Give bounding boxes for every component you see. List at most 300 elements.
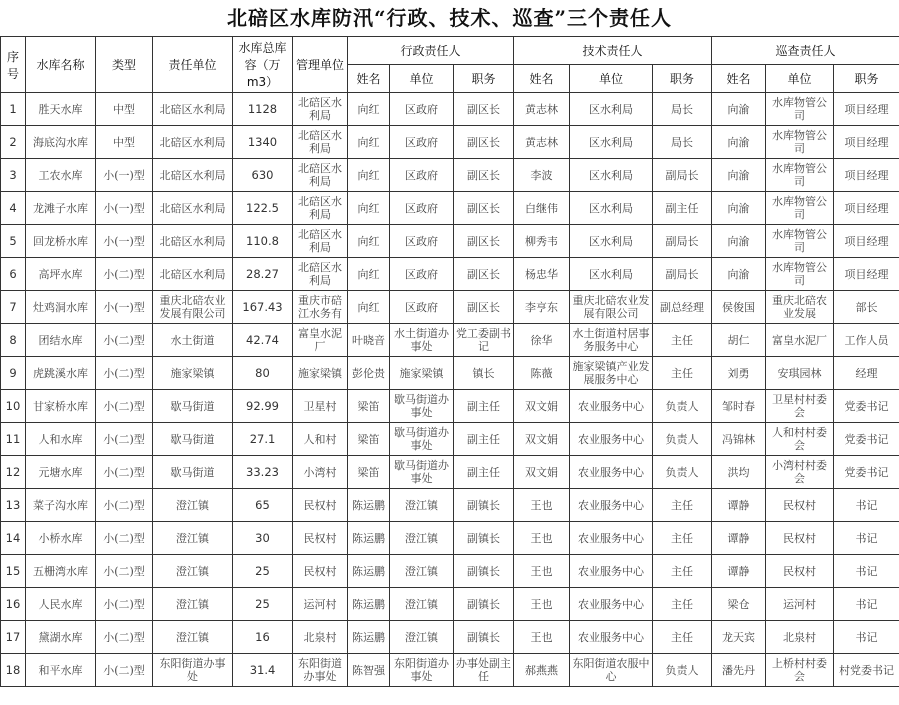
cell-admin-name: 陈运鹏	[348, 489, 390, 522]
cell-capacity: 122.5	[233, 192, 293, 225]
cell-capacity: 25	[233, 588, 293, 621]
cell-patrol-name: 谭静	[712, 522, 766, 555]
cell-patrol-unit: 水库物管公司	[766, 93, 834, 126]
cell-tech-position: 局长	[653, 93, 712, 126]
header-capacity: 水库总库容（万m3）	[233, 37, 293, 93]
cell-tech-name: 双文娟	[514, 390, 570, 423]
table-row	[1, 357, 899, 390]
cell-patrol-position: 党委书记	[834, 456, 899, 489]
cell-capacity: 27.1	[233, 423, 293, 456]
cell-responsible-unit: 北碚区水利局	[153, 225, 233, 258]
cell-seq: 13	[1, 489, 26, 522]
cell-tech-position: 主任	[653, 555, 712, 588]
header-management-unit: 管理单位	[293, 37, 348, 93]
header-tech-unit: 单位	[570, 65, 653, 93]
cell-tech-name: 李亨东	[514, 291, 570, 324]
cell-tech-unit: 农业服务中心	[570, 456, 653, 489]
cell-patrol-unit: 重庆北碚农业发展	[766, 291, 834, 324]
cell-admin-name: 向红	[348, 192, 390, 225]
cell-seq: 14	[1, 522, 26, 555]
cell-patrol-position: 项目经理	[834, 159, 899, 192]
cell-patrol-unit: 安琪园林	[766, 357, 834, 390]
cell-type: 中型	[96, 126, 153, 159]
cell-tech-unit: 东阳街道农服中心	[570, 654, 653, 687]
cell-reservoir-name: 龙滩子水库	[26, 192, 96, 225]
cell-type: 小(二)型	[96, 555, 153, 588]
cell-patrol-unit: 水库物管公司	[766, 258, 834, 291]
table-row	[1, 93, 899, 126]
cell-tech-unit: 农业服务中心	[570, 555, 653, 588]
cell-admin-name: 向红	[348, 93, 390, 126]
cell-management-unit: 北碚区水利局	[293, 126, 348, 159]
cell-type: 小(二)型	[96, 654, 153, 687]
cell-reservoir-name: 黛湖水库	[26, 621, 96, 654]
cell-admin-position: 副镇长	[454, 555, 514, 588]
cell-reservoir-name: 灶鸡洞水库	[26, 291, 96, 324]
cell-capacity: 630	[233, 159, 293, 192]
cell-patrol-name: 向渝	[712, 126, 766, 159]
cell-seq: 4	[1, 192, 26, 225]
cell-admin-name: 梁笛	[348, 423, 390, 456]
cell-admin-position: 副区长	[454, 192, 514, 225]
cell-tech-name: 双文娟	[514, 456, 570, 489]
cell-management-unit: 北碚区水利局	[293, 225, 348, 258]
cell-management-unit: 东阳街道办事处	[293, 654, 348, 687]
cell-tech-position: 负责人	[653, 390, 712, 423]
table-row	[1, 456, 899, 489]
cell-admin-position: 镇长	[454, 357, 514, 390]
cell-admin-unit: 区政府	[390, 225, 454, 258]
cell-patrol-name: 向渝	[712, 258, 766, 291]
cell-admin-name: 陈运鹏	[348, 555, 390, 588]
cell-admin-position: 副区长	[454, 225, 514, 258]
cell-tech-name: 杨忠华	[514, 258, 570, 291]
cell-seq: 12	[1, 456, 26, 489]
cell-admin-unit: 澄江镇	[390, 489, 454, 522]
cell-patrol-position: 项目经理	[834, 258, 899, 291]
table-row	[1, 588, 899, 621]
cell-admin-unit: 歇马街道办事处	[390, 456, 454, 489]
cell-management-unit: 民权村	[293, 522, 348, 555]
cell-tech-position: 负责人	[653, 654, 712, 687]
cell-reservoir-name: 人和水库	[26, 423, 96, 456]
cell-seq: 5	[1, 225, 26, 258]
cell-management-unit: 重庆市碚江水务有	[293, 291, 348, 324]
cell-management-unit: 施家梁镇	[293, 357, 348, 390]
cell-admin-position: 副区长	[454, 93, 514, 126]
cell-capacity: 31.4	[233, 654, 293, 687]
cell-admin-position: 副主任	[454, 456, 514, 489]
cell-tech-unit: 农业服务中心	[570, 588, 653, 621]
header-seq: 序号	[1, 37, 26, 93]
cell-admin-unit: 歇马街道办事处	[390, 390, 454, 423]
table-row	[1, 324, 899, 357]
cell-responsible-unit: 重庆北碚农业发展有限公司	[153, 291, 233, 324]
cell-admin-position: 副镇长	[454, 588, 514, 621]
cell-tech-unit: 农业服务中心	[570, 423, 653, 456]
cell-tech-position: 负责人	[653, 456, 712, 489]
cell-tech-unit: 重庆北碚农业发展有限公司	[570, 291, 653, 324]
cell-admin-unit: 区政府	[390, 126, 454, 159]
cell-type: 小(二)型	[96, 489, 153, 522]
cell-patrol-unit: 水库物管公司	[766, 192, 834, 225]
cell-seq: 3	[1, 159, 26, 192]
cell-management-unit: 北碚区水利局	[293, 192, 348, 225]
header-admin-position: 职务	[454, 65, 514, 93]
cell-tech-position: 负责人	[653, 423, 712, 456]
cell-capacity: 92.99	[233, 390, 293, 423]
cell-admin-name: 陈运鹏	[348, 621, 390, 654]
cell-tech-unit: 施家梁镇产业发展服务中心	[570, 357, 653, 390]
cell-patrol-position: 经理	[834, 357, 899, 390]
cell-management-unit: 民权村	[293, 555, 348, 588]
cell-admin-unit: 澄江镇	[390, 588, 454, 621]
cell-patrol-unit: 民权村	[766, 489, 834, 522]
cell-tech-position: 副局长	[653, 258, 712, 291]
header-reservoir-name: 水库名称	[26, 37, 96, 93]
cell-tech-position: 副主任	[653, 192, 712, 225]
cell-tech-name: 徐华	[514, 324, 570, 357]
cell-responsible-unit: 澄江镇	[153, 489, 233, 522]
cell-patrol-unit: 运河村	[766, 588, 834, 621]
cell-responsible-unit: 施家梁镇	[153, 357, 233, 390]
cell-management-unit: 北泉村	[293, 621, 348, 654]
table-row	[1, 159, 899, 192]
cell-admin-unit: 水土街道办事处	[390, 324, 454, 357]
cell-patrol-name: 向渝	[712, 159, 766, 192]
cell-responsible-unit: 东阳街道办事处	[153, 654, 233, 687]
cell-type: 小(一)型	[96, 225, 153, 258]
cell-tech-position: 局长	[653, 126, 712, 159]
cell-admin-name: 向红	[348, 225, 390, 258]
cell-reservoir-name: 虎跳溪水库	[26, 357, 96, 390]
cell-type: 小(二)型	[96, 456, 153, 489]
header-patrol-position: 职务	[834, 65, 899, 93]
cell-admin-position: 副区长	[454, 291, 514, 324]
cell-patrol-position: 书记	[834, 522, 899, 555]
cell-patrol-name: 洪均	[712, 456, 766, 489]
cell-type: 小(二)型	[96, 390, 153, 423]
cell-seq: 16	[1, 588, 26, 621]
cell-admin-unit: 区政府	[390, 192, 454, 225]
cell-admin-position: 副主任	[454, 390, 514, 423]
cell-capacity: 33.23	[233, 456, 293, 489]
cell-seq: 7	[1, 291, 26, 324]
cell-patrol-unit: 民权村	[766, 555, 834, 588]
table-row	[1, 258, 899, 291]
cell-admin-name: 陈运鹏	[348, 522, 390, 555]
header-responsible-unit: 责任单位	[153, 37, 233, 93]
table-row	[1, 390, 899, 423]
cell-reservoir-name: 小桥水库	[26, 522, 96, 555]
cell-reservoir-name: 菜子沟水库	[26, 489, 96, 522]
cell-responsible-unit: 歇马街道	[153, 390, 233, 423]
cell-admin-name: 梁笛	[348, 456, 390, 489]
cell-admin-name: 向红	[348, 258, 390, 291]
cell-management-unit: 富皇水泥厂	[293, 324, 348, 357]
cell-management-unit: 人和村	[293, 423, 348, 456]
cell-patrol-position: 项目经理	[834, 93, 899, 126]
table-row	[1, 192, 899, 225]
cell-admin-position: 副镇长	[454, 621, 514, 654]
cell-seq: 11	[1, 423, 26, 456]
cell-capacity: 80	[233, 357, 293, 390]
cell-admin-name: 陈智强	[348, 654, 390, 687]
cell-type: 小(二)型	[96, 357, 153, 390]
cell-tech-name: 黄志林	[514, 126, 570, 159]
cell-tech-position: 主任	[653, 357, 712, 390]
cell-tech-name: 王也	[514, 555, 570, 588]
cell-admin-name: 陈运鹏	[348, 588, 390, 621]
cell-reservoir-name: 元塘水库	[26, 456, 96, 489]
cell-type: 小(二)型	[96, 324, 153, 357]
cell-reservoir-name: 高坪水库	[26, 258, 96, 291]
cell-tech-name: 郝燕燕	[514, 654, 570, 687]
cell-responsible-unit: 歇马街道	[153, 423, 233, 456]
cell-tech-position: 副局长	[653, 159, 712, 192]
table-header	[1, 37, 899, 93]
cell-capacity: 1128	[233, 93, 293, 126]
cell-seq: 15	[1, 555, 26, 588]
cell-patrol-position: 党委书记	[834, 390, 899, 423]
cell-admin-unit: 区政府	[390, 93, 454, 126]
cell-seq: 9	[1, 357, 26, 390]
cell-responsible-unit: 北碚区水利局	[153, 126, 233, 159]
header-patrol-unit: 单位	[766, 65, 834, 93]
responsibility-table	[0, 36, 899, 687]
table-body	[1, 93, 899, 687]
cell-admin-name: 叶晓音	[348, 324, 390, 357]
cell-management-unit: 小湾村	[293, 456, 348, 489]
cell-patrol-position: 项目经理	[834, 225, 899, 258]
cell-admin-unit: 东阳街道办事处	[390, 654, 454, 687]
cell-tech-unit: 区水利局	[570, 93, 653, 126]
header-patrol-name: 姓名	[712, 65, 766, 93]
cell-type: 小(一)型	[96, 159, 153, 192]
table-row	[1, 555, 899, 588]
cell-type: 小(二)型	[96, 423, 153, 456]
cell-patrol-unit: 小湾村村委会	[766, 456, 834, 489]
cell-tech-unit: 区水利局	[570, 159, 653, 192]
cell-management-unit: 民权村	[293, 489, 348, 522]
cell-patrol-name: 向渝	[712, 93, 766, 126]
cell-admin-position: 副区长	[454, 258, 514, 291]
cell-patrol-unit: 水库物管公司	[766, 225, 834, 258]
cell-admin-position: 副镇长	[454, 489, 514, 522]
cell-seq: 8	[1, 324, 26, 357]
table-row	[1, 291, 899, 324]
cell-admin-unit: 澄江镇	[390, 522, 454, 555]
cell-tech-name: 王也	[514, 522, 570, 555]
cell-tech-unit: 农业服务中心	[570, 489, 653, 522]
cell-tech-position: 主任	[653, 588, 712, 621]
cell-capacity: 42.74	[233, 324, 293, 357]
cell-patrol-position: 工作人员	[834, 324, 899, 357]
cell-admin-name: 向红	[348, 159, 390, 192]
cell-capacity: 65	[233, 489, 293, 522]
cell-admin-name: 彭伦贵	[348, 357, 390, 390]
cell-patrol-unit: 民权村	[766, 522, 834, 555]
cell-admin-position: 办事处副主任	[454, 654, 514, 687]
header-tech-position: 职务	[653, 65, 712, 93]
header-admin-name: 姓名	[348, 65, 390, 93]
cell-responsible-unit: 北碚区水利局	[153, 258, 233, 291]
cell-tech-unit: 农业服务中心	[570, 621, 653, 654]
cell-tech-name: 李波	[514, 159, 570, 192]
table-row	[1, 654, 899, 687]
cell-capacity: 110.8	[233, 225, 293, 258]
cell-reservoir-name: 人民水库	[26, 588, 96, 621]
cell-type: 小(一)型	[96, 291, 153, 324]
cell-patrol-position: 部长	[834, 291, 899, 324]
cell-management-unit: 北碚区水利局	[293, 93, 348, 126]
cell-patrol-unit: 富皇水泥厂	[766, 324, 834, 357]
cell-responsible-unit: 水土街道	[153, 324, 233, 357]
cell-admin-name: 梁笛	[348, 390, 390, 423]
header-type: 类型	[96, 37, 153, 93]
cell-responsible-unit: 北碚区水利局	[153, 192, 233, 225]
cell-patrol-name: 谭静	[712, 555, 766, 588]
cell-patrol-unit: 水库物管公司	[766, 159, 834, 192]
cell-tech-unit: 水土街道村居事务服务中心	[570, 324, 653, 357]
cell-reservoir-name: 海底沟水库	[26, 126, 96, 159]
cell-admin-name: 向红	[348, 126, 390, 159]
cell-seq: 18	[1, 654, 26, 687]
cell-seq: 2	[1, 126, 26, 159]
cell-patrol-name: 冯锦林	[712, 423, 766, 456]
table-row	[1, 225, 899, 258]
cell-management-unit: 北碚区水利局	[293, 159, 348, 192]
cell-admin-unit: 澄江镇	[390, 555, 454, 588]
cell-tech-unit: 农业服务中心	[570, 522, 653, 555]
cell-tech-position: 主任	[653, 522, 712, 555]
cell-admin-unit: 澄江镇	[390, 621, 454, 654]
cell-tech-unit: 区水利局	[570, 225, 653, 258]
cell-seq: 6	[1, 258, 26, 291]
cell-type: 小(二)型	[96, 621, 153, 654]
cell-responsible-unit: 澄江镇	[153, 522, 233, 555]
cell-admin-position: 副区长	[454, 126, 514, 159]
cell-reservoir-name: 胜天水库	[26, 93, 96, 126]
cell-admin-position: 副主任	[454, 423, 514, 456]
cell-tech-name: 白继伟	[514, 192, 570, 225]
cell-patrol-unit: 北泉村	[766, 621, 834, 654]
cell-tech-unit: 农业服务中心	[570, 390, 653, 423]
cell-type: 中型	[96, 93, 153, 126]
cell-patrol-position: 书记	[834, 588, 899, 621]
cell-patrol-position: 党委书记	[834, 423, 899, 456]
header-admin-unit: 单位	[390, 65, 454, 93]
cell-reservoir-name: 和平水库	[26, 654, 96, 687]
cell-admin-unit: 区政府	[390, 291, 454, 324]
table-row	[1, 621, 899, 654]
table-row	[1, 126, 899, 159]
header-admin-group: 行政责任人	[348, 37, 514, 65]
cell-patrol-name: 向渝	[712, 225, 766, 258]
cell-admin-position: 党工委副书记	[454, 324, 514, 357]
cell-patrol-position: 书记	[834, 489, 899, 522]
cell-capacity: 1340	[233, 126, 293, 159]
cell-admin-unit: 区政府	[390, 159, 454, 192]
header-tech-name: 姓名	[514, 65, 570, 93]
cell-patrol-unit: 卫星村村委会	[766, 390, 834, 423]
cell-tech-unit: 区水利局	[570, 258, 653, 291]
cell-tech-position: 主任	[653, 324, 712, 357]
cell-patrol-name: 梁仓	[712, 588, 766, 621]
cell-admin-name: 向红	[348, 291, 390, 324]
cell-admin-unit: 区政府	[390, 258, 454, 291]
cell-tech-position: 副总经理	[653, 291, 712, 324]
table-row	[1, 522, 899, 555]
cell-tech-name: 王也	[514, 588, 570, 621]
cell-tech-position: 主任	[653, 489, 712, 522]
cell-capacity: 28.27	[233, 258, 293, 291]
header-patrol-group: 巡查责任人	[712, 37, 899, 65]
cell-reservoir-name: 甘家桥水库	[26, 390, 96, 423]
cell-management-unit: 卫星村	[293, 390, 348, 423]
cell-reservoir-name: 团结水库	[26, 324, 96, 357]
cell-patrol-unit: 人和村村委会	[766, 423, 834, 456]
cell-patrol-position: 书记	[834, 621, 899, 654]
cell-seq: 10	[1, 390, 26, 423]
cell-management-unit: 运河村	[293, 588, 348, 621]
page-title: 北碚区水库防汛“行政、技术、巡查”三个责任人	[226, 6, 672, 30]
cell-patrol-name: 邹时春	[712, 390, 766, 423]
cell-responsible-unit: 歇马街道	[153, 456, 233, 489]
cell-tech-position: 副局长	[653, 225, 712, 258]
table-row	[1, 489, 899, 522]
cell-admin-unit: 施家梁镇	[390, 357, 454, 390]
cell-reservoir-name: 五栅湾水库	[26, 555, 96, 588]
cell-capacity: 167.43	[233, 291, 293, 324]
cell-reservoir-name: 工农水库	[26, 159, 96, 192]
cell-patrol-position: 村党委书记	[834, 654, 899, 687]
cell-patrol-name: 潘先丹	[712, 654, 766, 687]
cell-tech-unit: 区水利局	[570, 126, 653, 159]
cell-tech-name: 柳秀韦	[514, 225, 570, 258]
cell-patrol-unit: 水库物管公司	[766, 126, 834, 159]
cell-type: 小(二)型	[96, 522, 153, 555]
header-tech-group: 技术责任人	[514, 37, 712, 65]
cell-patrol-position: 书记	[834, 555, 899, 588]
cell-type: 小(二)型	[96, 258, 153, 291]
cell-type: 小(一)型	[96, 192, 153, 225]
cell-tech-name: 王也	[514, 489, 570, 522]
cell-patrol-name: 侯俊国	[712, 291, 766, 324]
cell-tech-name: 陈薇	[514, 357, 570, 390]
cell-seq: 1	[1, 93, 26, 126]
cell-patrol-name: 刘勇	[712, 357, 766, 390]
cell-patrol-position: 项目经理	[834, 126, 899, 159]
cell-tech-position: 主任	[653, 621, 712, 654]
cell-patrol-name: 向渝	[712, 192, 766, 225]
cell-tech-name: 双文娟	[514, 423, 570, 456]
cell-patrol-name: 胡仁	[712, 324, 766, 357]
cell-patrol-name: 谭静	[712, 489, 766, 522]
cell-admin-unit: 歇马街道办事处	[390, 423, 454, 456]
cell-capacity: 16	[233, 621, 293, 654]
cell-seq: 17	[1, 621, 26, 654]
cell-tech-name: 王也	[514, 621, 570, 654]
cell-patrol-name: 龙天宾	[712, 621, 766, 654]
cell-capacity: 30	[233, 522, 293, 555]
table-row	[1, 423, 899, 456]
cell-capacity: 25	[233, 555, 293, 588]
cell-responsible-unit: 北碚区水利局	[153, 159, 233, 192]
cell-type: 小(二)型	[96, 588, 153, 621]
cell-patrol-position: 项目经理	[834, 192, 899, 225]
cell-reservoir-name: 回龙桥水库	[26, 225, 96, 258]
